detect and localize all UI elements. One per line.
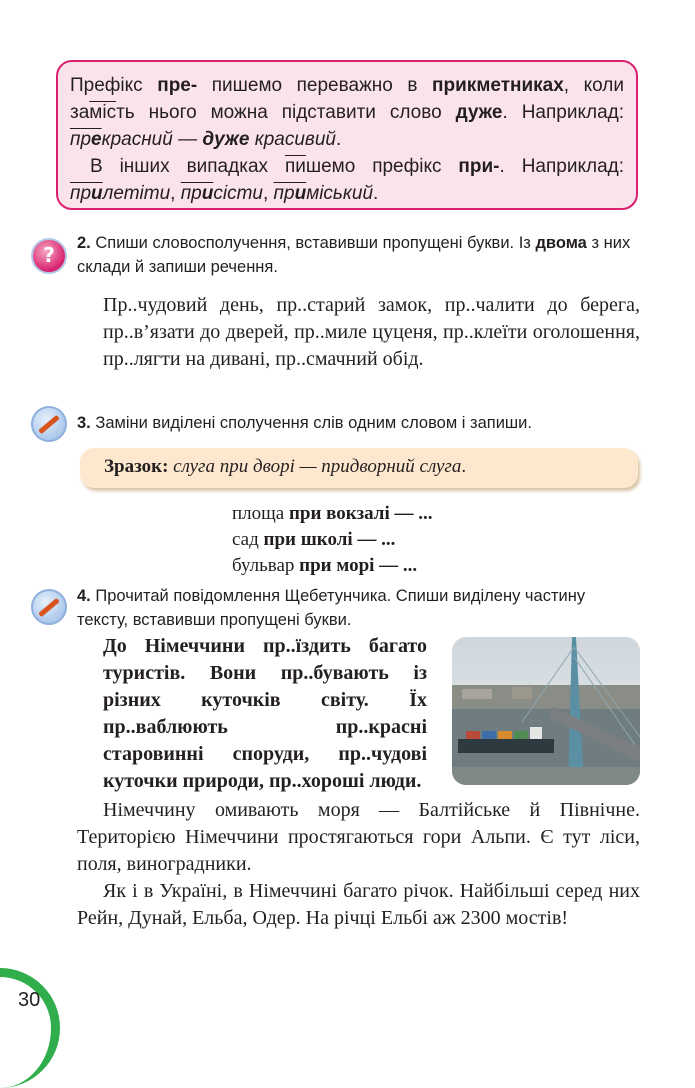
- rule-text: В інших випадках: [90, 156, 285, 177]
- photo-hamburg-bridge: [452, 637, 640, 785]
- page-corner-decoration: [0, 968, 60, 1088]
- root-mark: пи: [284, 156, 306, 177]
- question-icon: ?: [31, 238, 67, 274]
- rule-paragraph-2: [70, 153, 624, 207]
- prefix-pre: пре-: [157, 75, 198, 96]
- rule-text: . Наприклад:: [502, 102, 625, 123]
- rule-text: .: [373, 183, 379, 204]
- phrase-item: [232, 527, 433, 553]
- example-word: міський: [306, 183, 374, 204]
- task-2-exercise: Пр..чудовий день, пр..старий замок, пр..чалити до берега, пр..в’язати до дверей, пр..миле цуценя, пр..клеїти оголошення, пр..лягти на дивані, пр..смачний обід.: [103, 294, 640, 370]
- sample-label: Зразок:: [104, 456, 169, 477]
- phrase-noun: бульвар: [232, 555, 300, 576]
- task-3-instruction: [77, 411, 640, 435]
- example-letter: е: [91, 129, 102, 150]
- phrase-highlight: при морі: [299, 555, 375, 576]
- example-word: красивий: [249, 129, 336, 150]
- sample-end: .: [461, 456, 467, 477]
- phrase-blank: — ...: [389, 503, 433, 524]
- separator: ,: [262, 183, 274, 204]
- task-4-instruction: [77, 584, 640, 632]
- phrase-highlight: при вокзалі: [288, 503, 390, 524]
- separator: ,: [170, 183, 181, 204]
- task-2-instruction: [77, 231, 640, 279]
- example-prefix: пр: [273, 183, 295, 204]
- example-prefix: пр: [70, 129, 92, 150]
- text-paragraph: Як і в Україні, в Німеччині багато річок. Найбільші серед них Рейн, Дунай, Ельба, Одер. На річці Ельбі аж 2300 мостів!: [77, 880, 640, 929]
- sample-text: слуга при дворі — придворний слуга: [168, 456, 462, 477]
- rule-term: дуже: [455, 102, 503, 123]
- sample-box: [80, 448, 638, 488]
- task-4-highlighted-text: До Німеччини пр..їздить багато туристів. Вони пр..бувають із різних куточків світу. Їх пр..ваблюють пр..красні старовинні споруди, пр..чудові куточки природи, пр..хороші люди.: [103, 635, 427, 792]
- task-number: 3.: [77, 414, 91, 432]
- rule-paragraph-1: [70, 72, 624, 153]
- phrase-item: [232, 501, 433, 527]
- phrase-noun: площа: [232, 503, 289, 524]
- example-letter: и: [91, 183, 103, 204]
- rule-text: ть нього можна підставити слово: [116, 102, 456, 123]
- rule-box: [56, 60, 638, 210]
- rule-term: прикметниках: [432, 75, 564, 96]
- phrase-list: [232, 501, 433, 579]
- example-word: дуже: [202, 129, 250, 150]
- rule-text: —: [172, 129, 203, 150]
- text-paragraph: Німеччину омивають моря — Балтійське й Північне. Територією Німеччини простягаються гори Альпи. Є тут ліси, поля, виноградники.: [77, 799, 640, 875]
- rule-text: шемо префікс: [305, 156, 459, 177]
- rule-text: , коли за: [70, 75, 624, 123]
- pen-icon: [31, 406, 67, 442]
- phrase-highlight: при школі: [263, 529, 353, 550]
- task-text: Заміни виділені сполучення слів одним словом і запиши.: [90, 414, 532, 432]
- rule-text: . Наприклад:: [499, 156, 625, 177]
- page-number: 30: [18, 989, 41, 1011]
- example-word: летіти: [102, 183, 171, 204]
- phrase-noun: сад: [232, 529, 264, 550]
- example-word: красний: [101, 129, 173, 150]
- rule-text: .: [336, 129, 342, 150]
- root-mark: міс: [89, 102, 117, 123]
- task-number: 2.: [77, 234, 91, 252]
- task-emphasis: двома: [535, 234, 587, 252]
- prefix-pri: при-: [458, 156, 500, 177]
- task-text: Прочитай повідомлення Щебетунчика. Спиши виділену частину тексту, вставивши пропущені букви.: [77, 587, 586, 629]
- rule-text: пишемо переважно в: [197, 75, 433, 96]
- example-prefix: пр: [180, 183, 202, 204]
- task-4-text: [77, 797, 640, 932]
- bridge-photo-image: [452, 637, 640, 785]
- task-number: 4.: [77, 587, 91, 605]
- phrase-blank: — ...: [374, 555, 418, 576]
- example-word: сісти: [213, 183, 263, 204]
- example-prefix: пр: [70, 183, 92, 204]
- rule-text: Префікс: [70, 75, 158, 96]
- pen-icon: [31, 589, 67, 625]
- example-letter: и: [294, 183, 307, 204]
- example-letter: и: [201, 183, 214, 204]
- task-text: Спиши словосполучення, вставивши пропущені букви. Із: [90, 234, 536, 252]
- phrase-blank: — ...: [352, 529, 396, 550]
- phrase-item: [232, 553, 433, 579]
- task-text: з них склади й запиши речення.: [77, 234, 631, 276]
